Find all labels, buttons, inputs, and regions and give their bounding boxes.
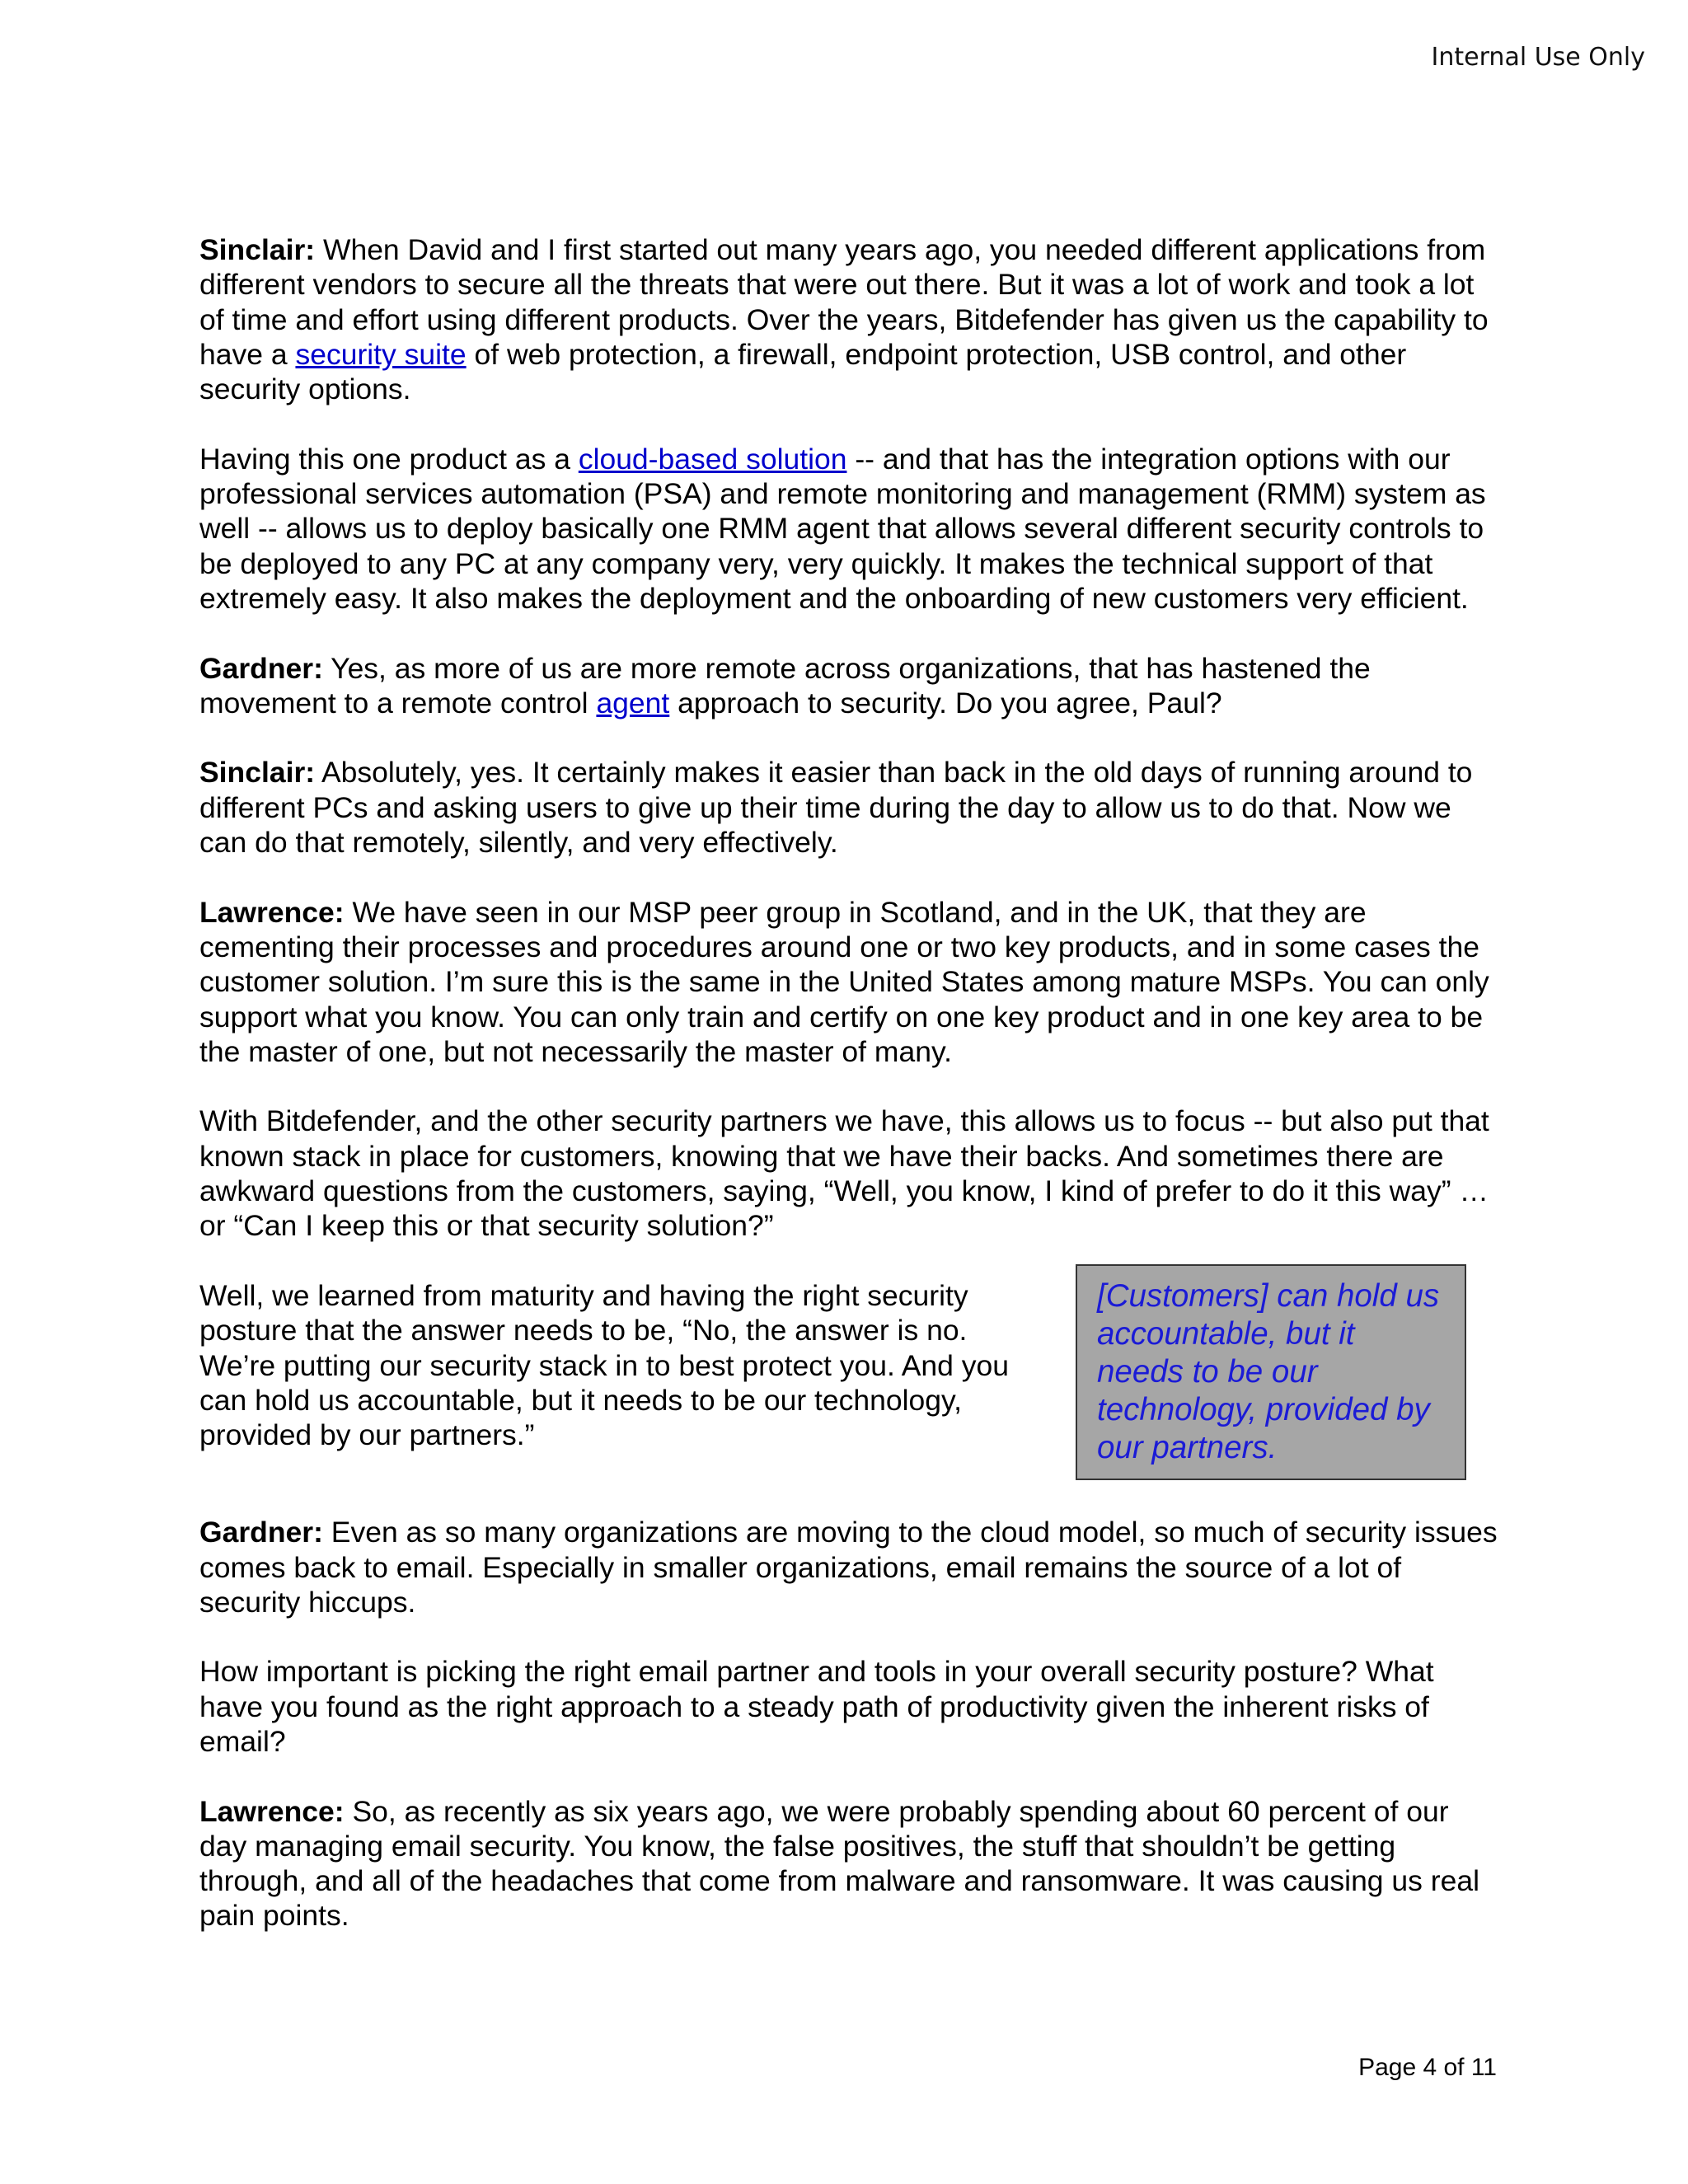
inline-link[interactable]: agent	[596, 686, 670, 719]
paragraph-group-before	[199, 232, 1502, 1244]
speaker-name: Gardner:	[199, 651, 323, 685]
inline-link[interactable]: cloud-based solution	[578, 442, 847, 476]
paragraph-text: So, as recently as six years ago, we were probably spending about 60 percent of our day managing email security. You know, the false positives, the stuff that shouldn’t be getting through, and all of the headaches that come from malware and ransomware. It was causing us real pain points.	[199, 1794, 1479, 1933]
paragraph-text: With Bitdefender, and the other security partners we have, this allows us to focus -- but also put that known stack in place for customers, knowing that we have their backs. And sometimes there are awkward questions from the customers, saying, “Well, you know, I kind of prefer to do it this way” … or “Can I keep this or that security solution?”	[199, 1104, 1489, 1243]
document-body	[199, 232, 1502, 1968]
paragraph-text: approach to security. Do you agree, Paul?	[669, 686, 1222, 719]
paragraph-text: -- and that has the integration options with our professional services automation (PSA) and remote monitoring and management (RMM) system as well -- allows us to deploy basically one RMM agent that allows several different security controls to be deployed to any PC at any company very, very quickly. It makes the technical support of that extremely easy. It also makes the deployment and the onboarding of new customers very efficient.	[199, 442, 1486, 615]
speaker-name: Sinclair:	[199, 233, 316, 266]
paragraph	[199, 442, 1502, 616]
paragraph	[199, 651, 1502, 721]
header-internal-label: Internal Use Only	[1431, 43, 1645, 72]
paragraph-text: How important is picking the right email partner and tools in your overall security posture? What have you found as the right approach to a steady path of productivity given the inherent risks of email?	[199, 1655, 1434, 1758]
paragraph	[199, 232, 1502, 406]
paragraph	[199, 1654, 1502, 1759]
paragraph	[199, 1794, 1502, 1933]
page-number: Page 4 of 11	[1358, 2054, 1497, 2081]
paragraph-group-after	[199, 1515, 1502, 1933]
paragraph-text: of web protection, a firewall, endpoint protection, USB control, and other security options.	[199, 337, 1407, 406]
paragraph	[199, 755, 1502, 860]
paragraph-text: When David and I first started out many years ago, you needed different applications from different vendors to secure all the threats that were out there. But it was a lot of work and took a lot of time and effort using different products. Over the years, Bitdefender has given us the capability to have a	[199, 233, 1489, 371]
speaker-name: Sinclair:	[199, 756, 316, 790]
paragraph-text: Having this one product as a	[199, 442, 579, 476]
paragraph-text: Absolutely, yes. It certainly makes it easier than back in the old days of running around to different PCs and asking users to give up their time during the day to allow us to do that. Now we can do that remotely, silently, and very effectively.	[199, 756, 1473, 860]
inline-link[interactable]: security suite	[295, 337, 467, 371]
speaker-name: Gardner:	[199, 1516, 323, 1549]
paragraph-text: Even as so many organizations are moving to the cloud model, so much of security issues comes back to email. Especially in smaller organizations, email remains the source of a lot of security hiccups.	[199, 1516, 1498, 1619]
paragraph-text: Yes, as more of us are more remote across organizations, that has hastened the movement to a remote control	[199, 651, 1371, 719]
pullquote-paragraph: Well, we learned from maturity and having the right security posture that the answer needs to be, “No, the answer is no. We’re putting our security stack in to best protect you. And you can hold us accountable, but it needs to be our technology, provided by our partners.”	[199, 1278, 1010, 1452]
paragraph	[199, 895, 1502, 1069]
speaker-name: Lawrence:	[199, 1794, 345, 1828]
speaker-name: Lawrence:	[199, 895, 345, 929]
paragraph	[199, 1515, 1502, 1619]
pullquote-row	[199, 1278, 1502, 1480]
paragraph	[199, 1104, 1502, 1243]
paragraph-text: We have seen in our MSP peer group in Scotland, and in the UK, that they are cementing their processes and procedures around one or two key products, and in some cases the customer solution. I’m sure this is the same in the United States among mature MSPs. You can only support what you know. You can only train and certify on one key product and in one key area to be the master of one, but not necessarily the master of many.	[199, 895, 1489, 1068]
pullquote-box: [Customers] can hold us accountable, but it needs to be our technology, provided by our partners.	[1076, 1264, 1466, 1480]
